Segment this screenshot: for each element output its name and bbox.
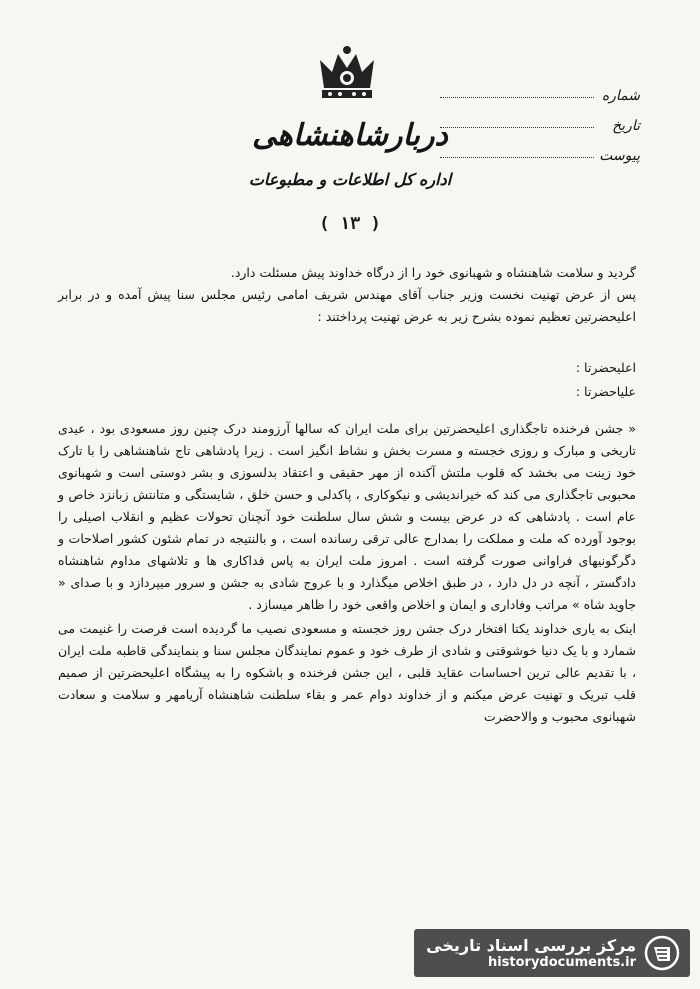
meta-row-number [440,74,640,104]
speech-paragraph: « جشن فرخنده تاجگذاری اعلیحضرتین برای ملت ایران که سالها آرزومند درک چنین روز مسعودی بود ، عیدی تاریخی و مبارک و روزی خجسته و مسرت بخش و نشاط انگیز است . زیرا پادشاهی تاج شاهنشاهی را با تارک خود زینت می بخشد که قلوب ملتش آکنده از مهر حقیقی و اعتقاد بدلسوزی و بشر دوستی است و شهبانوی محبوبی تاجگذاری می کند که خیراندیشی و نیکوکاری ، پاکدلی و حسن خلق ، شایستگی و متانتش زبانزد خاص و عام است . پادشاهی که در عرض بیست و شش سال سلطنت خود آنچنان تحولات عظیم و انقلاب اصیلی را بوجود آورده که ملت و مملکت را بمدارج عالی ترقی رسانده است ، و بالنتیجه در تمام شئون کشور اصلاحات و دگرگونیهای فراوانی صورت گرفته است . امروز ملت ایران به پاس فداکاری ها و تلاشهای مداوم شاهنشاه دادگستر ، آنچه در دل دارد ، در طبق اخلاص میگذارد و با عروج شادی به جشن و سرور میپردازد و با صدای « جاوید شاه » مراتب وفاداری و ایمان و اخلاص واقعی خود را ظاهر میسازد . [58,421,636,612]
meta-label-attachment: پیوست [599,148,640,164]
meta-line [440,96,594,98]
salutation-queen: علیاحضرتا : [575,384,636,399]
intro-line-2: پس از عرض تهنیت نخست وزیر جناب آقای مهندس شریف امامی رئیس مجلس سنا پیش آمده و در برابر اعلیحضرتین تعظیم نموده بشرح زیر به عرض تهنیت پرداختند : [58,287,636,324]
watermark-org-name: مرکز بررسی اسناد تاریخی [426,936,636,955]
salutations [58,356,636,404]
meta-line [440,156,594,158]
imperial-crown-crest-icon [316,44,378,106]
closing-paragraph: اینک به یاری خداوند یکتا افتخار درک جشن روز خجسته و مسعودی نصیب ما گردیده است فرصت را غنیمت می شمارد و با یک دنیا خوشوقتی و شادی از طرف خود و عموم نمایندگان مجلس سنا و بنمایندگی قاطبه ملت ایران ، با تقدیم عالی ترین احساسات عقاید قلبی ، این جشن فرخنده و باشکوه را به پیشگاه اعلیحضرتین از صمیم قلب تبریک و تهنیت عرض میکنم و از خداوند دوام عمر و بقاء سلطنت شاهنشاه آریامهر و سلامت و سعادت شهبانوی محبوب و والاحضرت [58,621,636,724]
page-number: ( ١٣ ) [319,214,381,234]
salutation-king: اعلیحضرتا : [575,360,636,375]
archive-logo-icon [644,935,680,971]
intro-line-1: گردید و سلامت شاهنشاه و شهبانوی خود را از درگاه خداوند پیش مسئلت دارد. [230,265,636,280]
watermark-url: historydocuments.ir [487,955,636,970]
letterhead-title: دربارشاهنشاهی [252,118,448,153]
meta-label-number: شماره [601,88,640,104]
meta-label-date: تاریخ [612,118,640,134]
document-body [58,262,636,728]
archive-watermark [414,929,690,977]
letterhead-subtitle: اداره کل اطلاعات و مطبوعات [248,170,452,189]
watermark-text [426,936,636,970]
